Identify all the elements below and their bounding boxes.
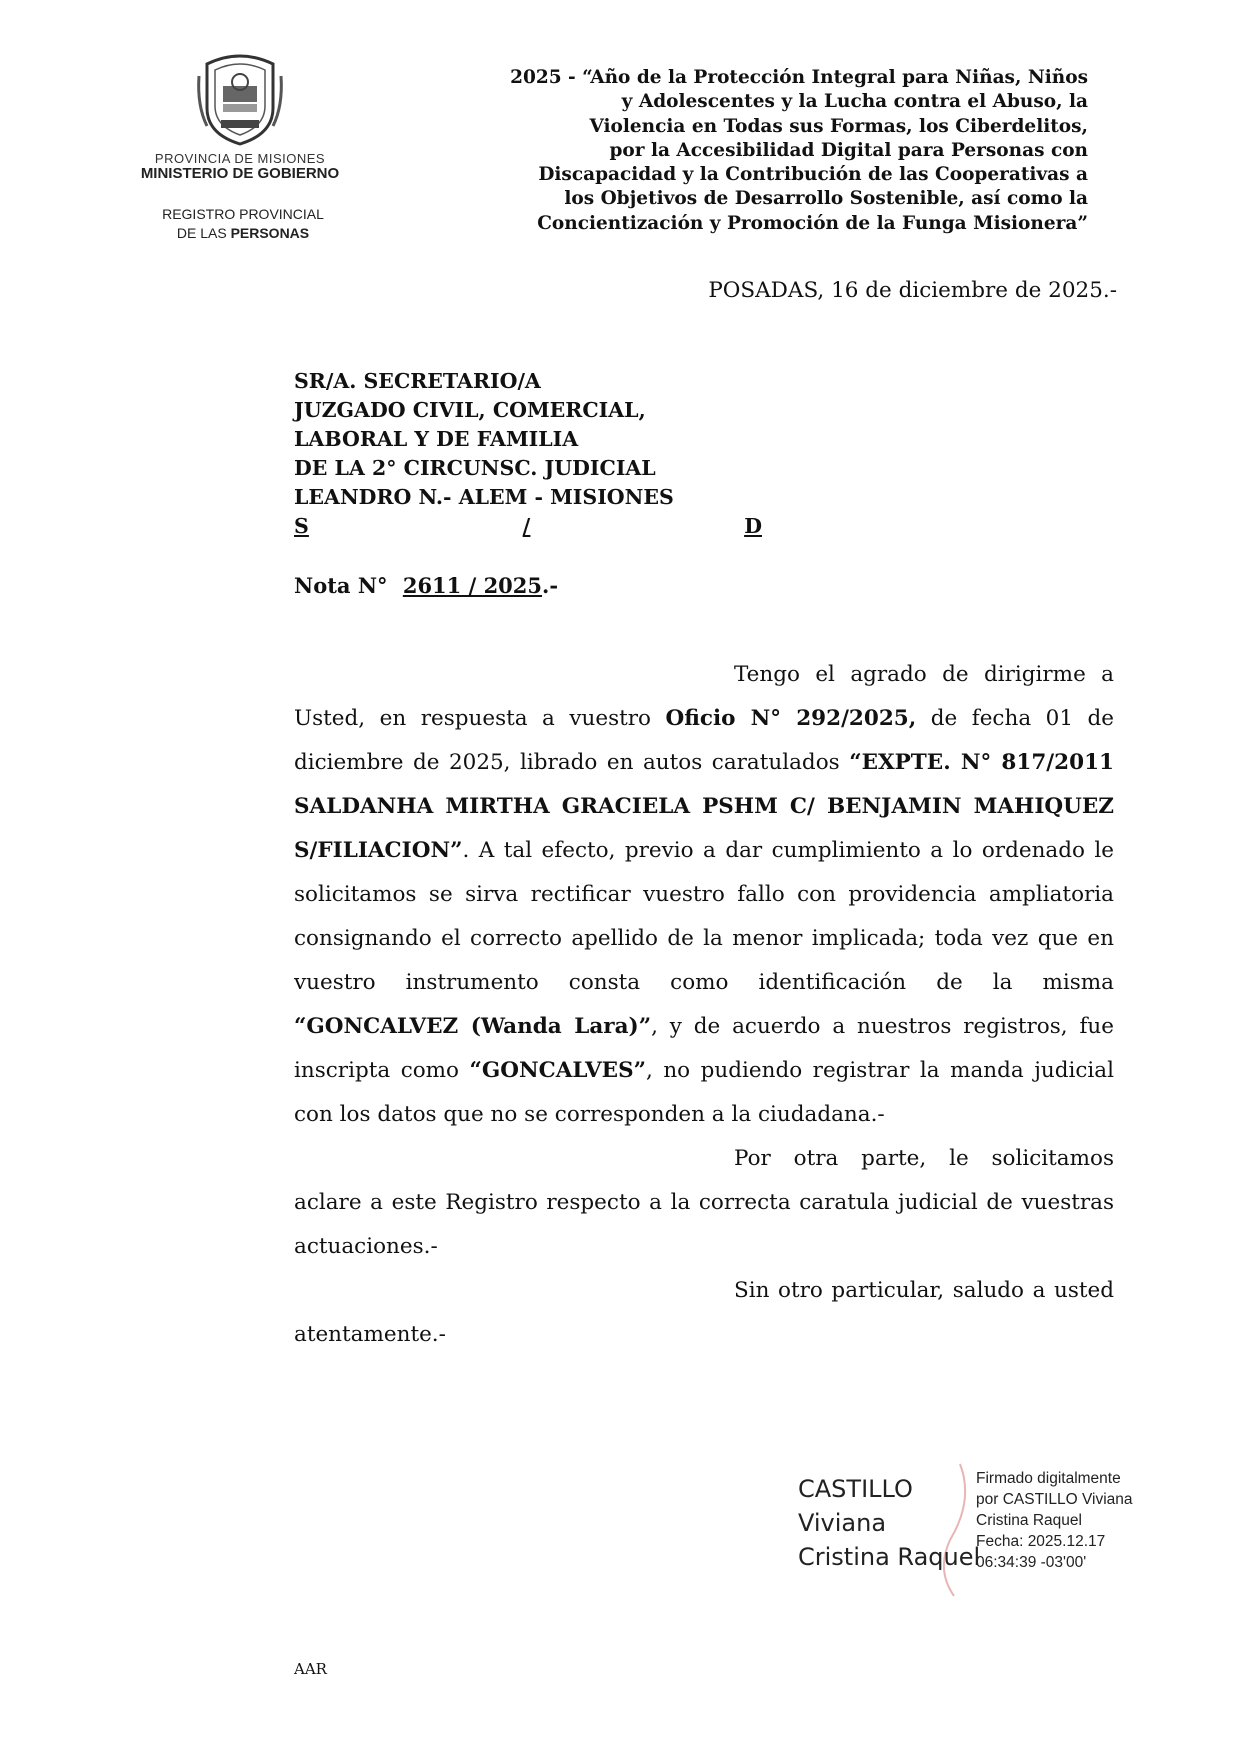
letter-body	[294, 653, 1114, 1357]
ministry-name: MINISTERIO DE GOBIERNO	[140, 165, 340, 182]
p3-text: Sin otro particular, saludo a usted atentamente.-	[294, 1278, 1114, 1347]
p1-text-e: . A tal efecto, previo a dar cumplimiento a lo ordenado le solicitamos se sirva rectificar vuestro fallo con providencia ampliatoria consignando el correcto apellido de la menor implicada; toda vez que en vuestro instrumento consta como identificación de la misma	[294, 838, 1114, 995]
p1-expediente: “EXPTE. N° 817/2011 SALDANHA MIRTHA GRACIELA PSHM C/ BENJAMIN MAHIQUEZ S/FILIACION”	[294, 750, 1115, 863]
date-line: POSADAS, 16 de diciembre de 2025.-	[708, 278, 1117, 303]
addressee-block	[294, 367, 762, 541]
p1-surname-wrong: “GONCALVEZ (Wanda Lara)”	[294, 1014, 652, 1039]
motto-line: los Objetivos de Desarrollo Sostenible, así como la	[564, 188, 1088, 210]
registry-bold: PERSONAS	[230, 225, 310, 241]
sd-line	[294, 512, 762, 541]
registry-name	[148, 205, 338, 243]
paragraph-1	[294, 653, 1114, 1137]
digital-signature-info	[976, 1468, 1133, 1573]
addressee-line: SR/A. SECRETARIO/A	[294, 369, 541, 393]
p1-text-c: de fecha 01 de diciembre de 2025, librado en autos caratulados	[294, 706, 1114, 775]
motto-line: 2025 - “Año de la Protección Integral para Niñas, Niños	[510, 67, 1088, 88]
province-seal-icon	[195, 46, 285, 146]
sd-right: D	[744, 514, 762, 538]
motto-line: por la Accesibilidad Digital para Personas con	[609, 139, 1088, 161]
province-name: PROVINCIA DE MISIONES	[154, 151, 326, 166]
note-label: Nota N°	[294, 573, 388, 598]
signer-name	[798, 1472, 980, 1574]
motto-line: Violencia en Todas sus Formas, los Ciberdelitos,	[589, 115, 1088, 137]
sd-mid: /	[522, 514, 531, 538]
note-suffix: .-	[542, 573, 559, 598]
motto-line: Concientización y Promoción de la Funga Misionera”	[537, 212, 1088, 234]
year-motto	[440, 66, 1088, 236]
signer-name-line: Viviana	[798, 1509, 887, 1537]
note-number-line	[294, 573, 558, 598]
registry-line-2	[148, 224, 338, 243]
signature-info-line: Cristina Raquel	[976, 1512, 1082, 1529]
registry-prefix: DE LAS	[176, 225, 231, 241]
signer-name-line: CASTILLO	[798, 1475, 913, 1503]
paragraph-2	[294, 1137, 1114, 1269]
p1-text-g: , y de acuerdo a nuestros registros, fue inscripta como	[294, 1014, 1114, 1083]
addressee-line: LEANDRO N.- ALEM - MISIONES	[294, 485, 674, 509]
signature-info-line: Fecha: 2025.12.17	[976, 1533, 1106, 1550]
motto-line: y Adolescentes y la Lucha contra el Abuso, la	[621, 91, 1088, 113]
p2-text: Por otra parte, le solicitamos aclare a este Registro respecto a la correcta caratula judicial de vuestras actuaciones.-	[294, 1146, 1114, 1259]
author-initials: AAR	[294, 1660, 327, 1678]
p1-text-a: Tengo el agrado de dirigirme a Usted, en respuesta a vuestro	[294, 662, 1114, 731]
sd-left: S	[294, 514, 309, 538]
addressee-line: DE LA 2° CIRCUNSC. JUDICIAL	[294, 456, 656, 480]
paragraph-3	[294, 1269, 1114, 1357]
p1-text-i: , no pudiendo registrar la manda judicial con los datos que no se corresponden a la ciudadana.-	[294, 1058, 1114, 1127]
registry-line-1: REGISTRO PROVINCIAL	[162, 206, 324, 222]
signature-info-line: Firmado digitalmente	[976, 1470, 1121, 1487]
signature-info-line: por CASTILLO Viviana	[976, 1491, 1133, 1508]
signature-info-line: 06:34:39 -03'00'	[976, 1554, 1087, 1571]
addressee-line: LABORAL Y DE FAMILIA	[294, 427, 579, 451]
p1-oficio: Oficio N° 292/2025,	[665, 706, 917, 731]
note-number: 2611 / 2025	[402, 573, 543, 598]
p1-surname-right: “GONCALVES”	[469, 1058, 646, 1083]
motto-line: Discapacidad y la Contribución de las Cooperativas a	[538, 164, 1088, 186]
addressee-line: JUZGADO CIVIL, COMERCIAL,	[294, 398, 646, 422]
ministry-logo	[120, 46, 360, 182]
signer-name-line: Cristina Raquel	[798, 1543, 981, 1571]
